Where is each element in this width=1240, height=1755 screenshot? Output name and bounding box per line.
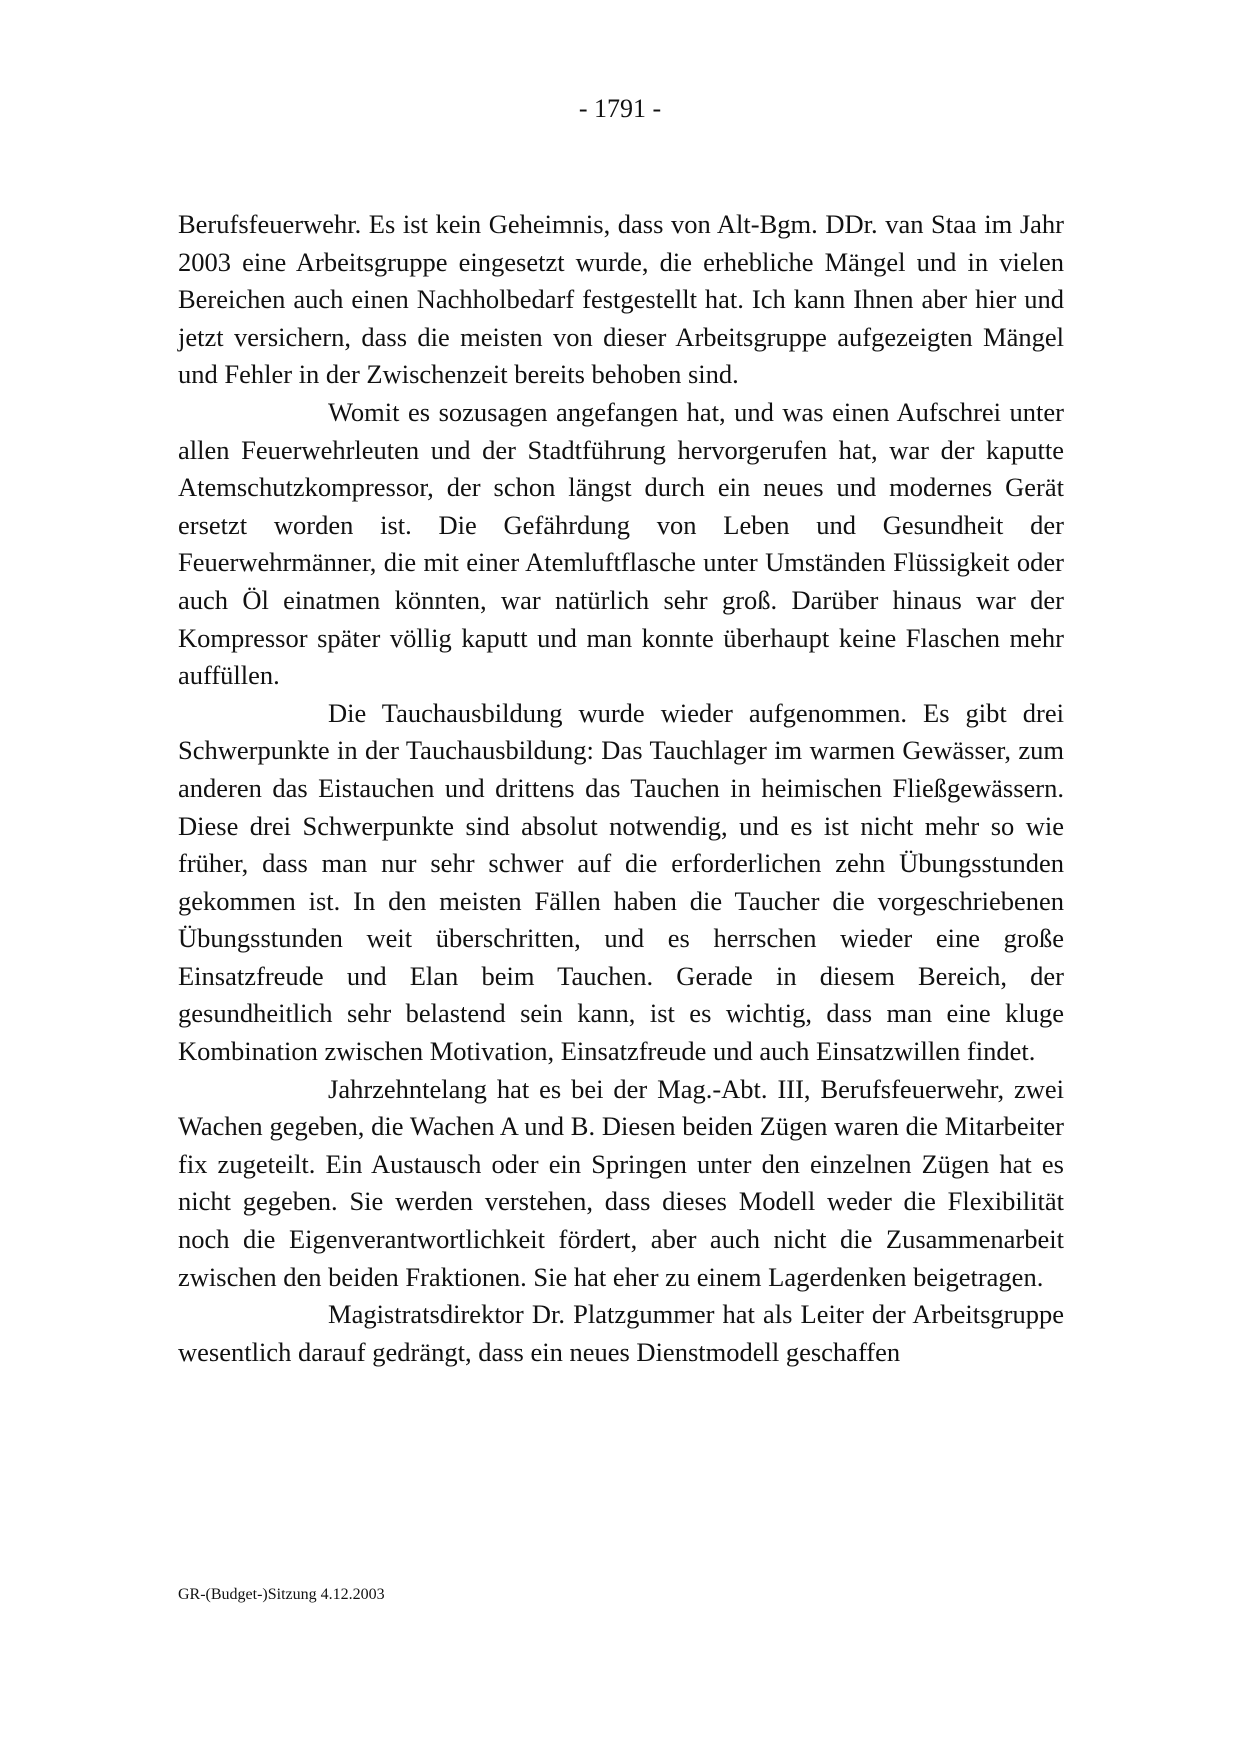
paragraph-5: Magistratsdirektor Dr. Platzgummer hat als Leiter der Arbeitsgruppe wesentlich darauf gedrängt, dass ein neues Dienstmodell geschaffen [178, 1299, 1064, 1367]
paragraph-3: Die Tauchausbildung wurde wieder aufgenommen. Es gibt drei Schwerpunkte in der Tauchausbildung: Das Tauchlager im warmen Gewässer, zum anderen das Eistauchen und drittens das Tauchen in heimischen Fließgewässern. Diese drei Schwerpunkte sind absolut notwendig, und es ist nicht mehr so wie früher, dass man nur sehr schwer auf die erforderlichen zehn Übungsstunden gekommen ist. In den meisten Fällen haben die Taucher die vorgeschriebenen Übungsstunden weit überschritten, und es herrschen wieder eine große Einsatzfreude und Elan beim Tauchen. Gerade in diesem Bereich, der gesundheitlich sehr belastend sein kann, ist es wichtig, dass man eine kluge Kombination zwischen Motivation, Einsatzfreude und auch Einsatzwillen findet. [178, 697, 1064, 1067]
paragraph-2: Womit es sozusagen angefangen hat, und was einen Aufschrei unter allen Feuerwehrleuten und der Stadtführung hervorgerufen hat, war der kaputte Atemschutzkompressor, der schon längst durch ein neues und modernes Gerät ersetzt worden ist. Die Gefährdung von Leben und Gesundheit der Feuerwehrmänner, die mit einer Atemluftflasche unter Umständen Flüssigkeit oder auch Öl einatmen könnten, war natürlich sehr groß. Darüber hinaus war der Kompressor später völlig kaputt und man konnte überhaupt keine Flaschen mehr auffüllen. [178, 396, 1064, 691]
body-text [178, 206, 1064, 1371]
paragraph-1: Berufsfeuerwehr. Es ist kein Geheimnis, dass von Alt-Bgm. DDr. van Staa im Jahr 2003 eine Arbeitsgruppe eingesetzt wurde, die erhebliche Mängel und in vielen Bereichen auch einen Nachholbedarf festgestellt hat. Ich kann Ihnen aber hier und jetzt versichern, dass die meisten von dieser Arbeitsgruppe aufgezeigten Mängel und Fehler in der Zwischenzeit bereits behoben sind. [178, 209, 1064, 390]
footer-session-label: GR-(Budget-)Sitzung 4.12.2003 [178, 1586, 385, 1603]
page-number: - 1791 - [578, 94, 662, 123]
paragraph-4: Jahrzehntelang hat es bei der Mag.-Abt. III, Berufsfeuerwehr, zwei Wachen gegeben, die Wachen A und B. Diesen beiden Zügen waren die Mitarbeiter fix zugeteilt. Ein Austausch oder ein Springen unter den einzelnen Zügen hat es nicht gegeben. Sie werden verstehen, dass dieses Modell weder die Flexibilität noch die Eigenverantwortlichkeit fördert, aber auch nicht die Zusammenarbeit zwischen den beiden Fraktionen. Sie hat eher zu einem Lagerdenken beigetragen. [178, 1073, 1064, 1292]
